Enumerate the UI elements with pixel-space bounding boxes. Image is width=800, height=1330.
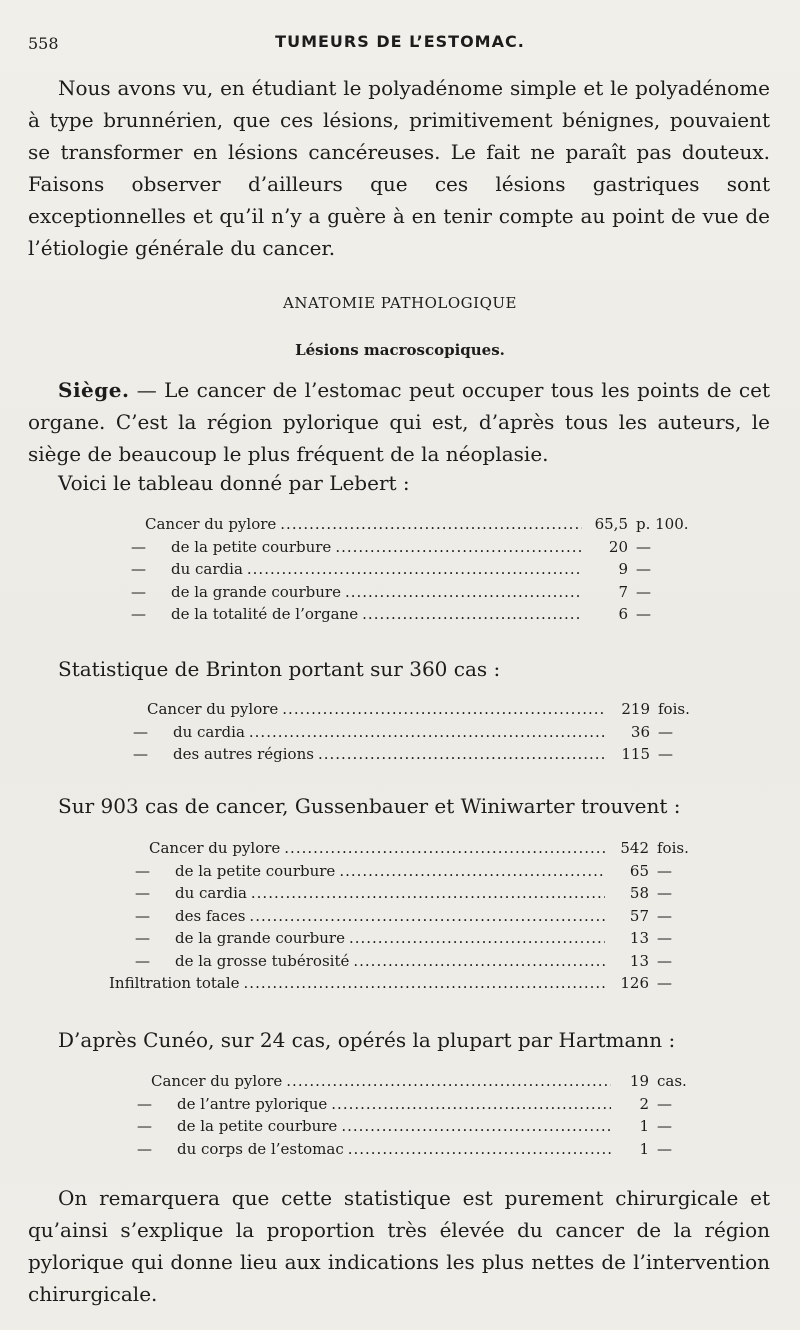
table-row: Infiltration totale ..... 126 — — [109, 972, 703, 995]
page-number: 558 — [28, 34, 59, 53]
dot-leader — [284, 837, 605, 860]
dot-leader — [335, 536, 582, 559]
stats-table-cuneo — [111, 1070, 697, 1160]
table-row: — des faces ..... 57 — — [109, 905, 703, 928]
siege-body: — Le cancer de l’estomac peut occuper tous les points de cet organe. C’est la région pylorique qui est, d’après tous les auteurs, le siège de beaucoup le plus fréquent de la néoplasie. — [28, 378, 770, 466]
table-row: — de la grande courbure ..... 13 — — [109, 927, 703, 950]
page-header — [28, 30, 772, 56]
table-row: Cancer du pylore ..... 19 cas. — [111, 1070, 697, 1093]
dot-leader — [282, 698, 606, 721]
stats-table-brinton — [107, 698, 704, 766]
running-head: TUMEURS DE L’ESTOMAC. — [275, 32, 525, 51]
section-title: ANATOMIE PATHOLOGIQUE — [283, 294, 517, 312]
dot-leader — [362, 603, 582, 626]
dot-leader — [318, 743, 606, 766]
dot-leader — [353, 950, 605, 973]
stats-table-gussenbauer — [109, 837, 703, 995]
siege-paragraph-text — [28, 374, 770, 470]
table-intro-gussenbauer: Sur 903 cas de cancer, Gussenbauer et Winiwarter trouvent : — [58, 794, 681, 818]
dot-leader — [280, 513, 582, 536]
dot-leader — [341, 1115, 611, 1138]
dot-leader — [251, 882, 605, 905]
table-row: Cancer du pylore ..... 542 fois. — [109, 837, 703, 860]
table-row: Cancer du pylore ..... 219 fois. — [107, 698, 704, 721]
table-intro-lebert: Voici le tableau donné par Lebert : — [58, 471, 410, 495]
table-row: — du cardia ..... 58 — — [109, 882, 703, 905]
table-row: Cancer du pylore ..... 65,5 p. 100. — [105, 513, 702, 536]
dot-leader — [339, 860, 605, 883]
dot-leader — [348, 1138, 611, 1161]
table-row: — de la petite courbure ..... 1 — — [111, 1115, 697, 1138]
siege-lead: Siège. — [58, 378, 130, 402]
table-row: — de la grande courbure ..... 7 — — [105, 581, 702, 604]
subsection-title: Lésions macroscopiques. — [295, 341, 505, 359]
dot-leader — [349, 927, 605, 950]
intro-paragraph — [28, 72, 770, 264]
closing-paragraph — [28, 1182, 770, 1310]
table-intro-brinton: Statistique de Brinton portant sur 360 cas : — [58, 657, 501, 681]
dot-leader — [331, 1093, 611, 1116]
table-row: — des autres régions ..... 115 — — [107, 743, 704, 766]
table-row: — de la totalité de l’organe ..... 6 — — [105, 603, 702, 626]
dot-leader — [345, 581, 582, 604]
table-row: — du corps de l’estomac ..... 1 — — [111, 1138, 697, 1161]
dot-leader — [286, 1070, 611, 1093]
closing-paragraph-text: On remarquera que cette statistique est purement chirurgicale et qu’ainsi s’explique la proportion très élevée du cancer de la région pylorique qui donne lieu aux indications les plus nettes de l’intervention chirurgicale. — [28, 1186, 770, 1306]
siege-paragraph — [28, 374, 770, 470]
table-row: — de la petite courbure ..... 65 — — [109, 860, 703, 883]
table-row: — de la petite courbure ..... 20 — — [105, 536, 702, 559]
stats-table-lebert — [105, 513, 702, 626]
table-row: — de l’antre pylorique ..... 2 — — [111, 1093, 697, 1116]
intro-paragraph-text: Nous avons vu, en étudiant le polyadénome simple et le polyadénome à type brunnérien, que ces lésions, primitivement bénignes, pouvaient se transformer en lésions cancéreuses. Le fait ne paraît pas douteux. Faisons observer d’ailleurs que ces lésions gastriques sont exceptionnelles et qu’il n’y a guère à en tenir compte au point de vue de l’étiologie générale du cancer. — [28, 76, 770, 260]
dot-leader — [244, 972, 605, 995]
table-intro-cuneo: D’après Cunéo, sur 24 cas, opérés la plupart par Hartmann : — [58, 1028, 676, 1052]
dot-leader — [249, 905, 605, 928]
table-row: — du cardia ..... 9 — — [105, 558, 702, 581]
table-row: — du cardia ..... 36 — — [107, 721, 704, 744]
table-row: — de la grosse tubérosité ..... 13 — — [109, 950, 703, 973]
dot-leader — [249, 721, 606, 744]
dot-leader — [247, 558, 582, 581]
